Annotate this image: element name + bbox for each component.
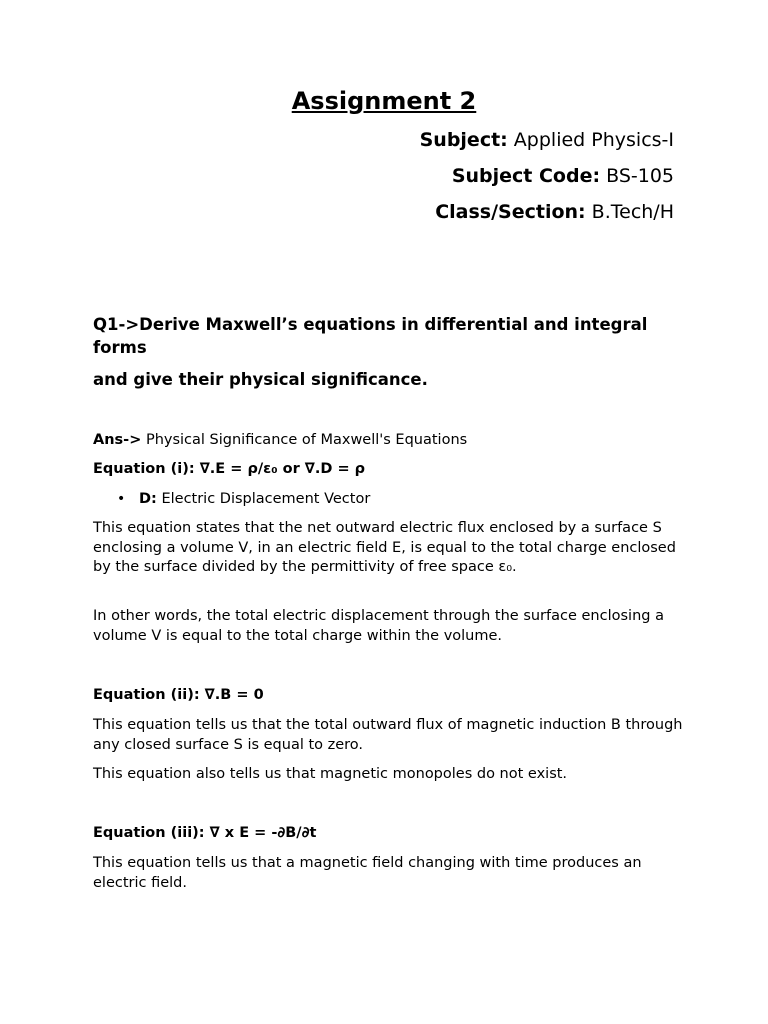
subject-label: Subject:: [419, 129, 508, 151]
subject-code-value: BS-105: [600, 165, 674, 187]
equation-1: Equation (i): ∇.E = ρ/ε₀ or ∇.D = ρ: [93, 461, 366, 477]
equation-1-paragraph-1: This equation states that the net outward electric flux enclosed by a surface S enclosing a volume V, in an electric field E, is equal to the total charge enclosed by the surface divided by the permittivity of free space ε₀.: [93, 520, 676, 575]
answer-label: Ans->: [93, 432, 142, 448]
equation-3-paragraph-1: This equation tells us that a magnetic field changing with time produces an electric field.: [93, 855, 642, 891]
equation-2-paragraph-2: This equation also tells us that magnetic monopoles do not exist.: [93, 766, 568, 782]
subject-line: [420, 128, 674, 152]
class-section-label: Class/Section:: [435, 201, 586, 223]
equation-2: Equation (ii): ∇.B = 0: [93, 687, 264, 703]
answer-heading-text: Physical Significance of Maxwell's Equations: [141, 432, 468, 448]
equation-3: Equation (iii): ∇ x E = -∂B/∂t: [93, 825, 317, 841]
bullet-text: Electric Displacement Vector: [156, 491, 371, 507]
question-line-1: Q1->Derive Maxwell’s equations in differential and integral forms: [93, 315, 648, 357]
document-title: Assignment 2: [291, 87, 477, 115]
bullet-label: D:: [139, 491, 157, 507]
subject-code-label: Subject Code:: [451, 165, 601, 187]
equation-2-paragraph-1: This equation tells us that the total outward flux of magnetic induction B through any closed surface S is equal to zero.: [93, 717, 683, 753]
bullet-item-d: [139, 490, 370, 510]
class-section-line: [435, 200, 674, 224]
equation-1-paragraph-2: In other words, the total electric displacement through the surface enclosing a volume V is equal to the total charge within the volume.: [93, 608, 664, 644]
class-section-value: B.Tech/H: [585, 201, 674, 223]
subject-code-line: [452, 164, 674, 188]
answer-heading: [93, 431, 683, 451]
bullet-dot: •: [117, 491, 126, 507]
subject-value: Applied Physics-I: [507, 129, 674, 151]
question-line-2: and give their physical significance.: [93, 370, 428, 389]
